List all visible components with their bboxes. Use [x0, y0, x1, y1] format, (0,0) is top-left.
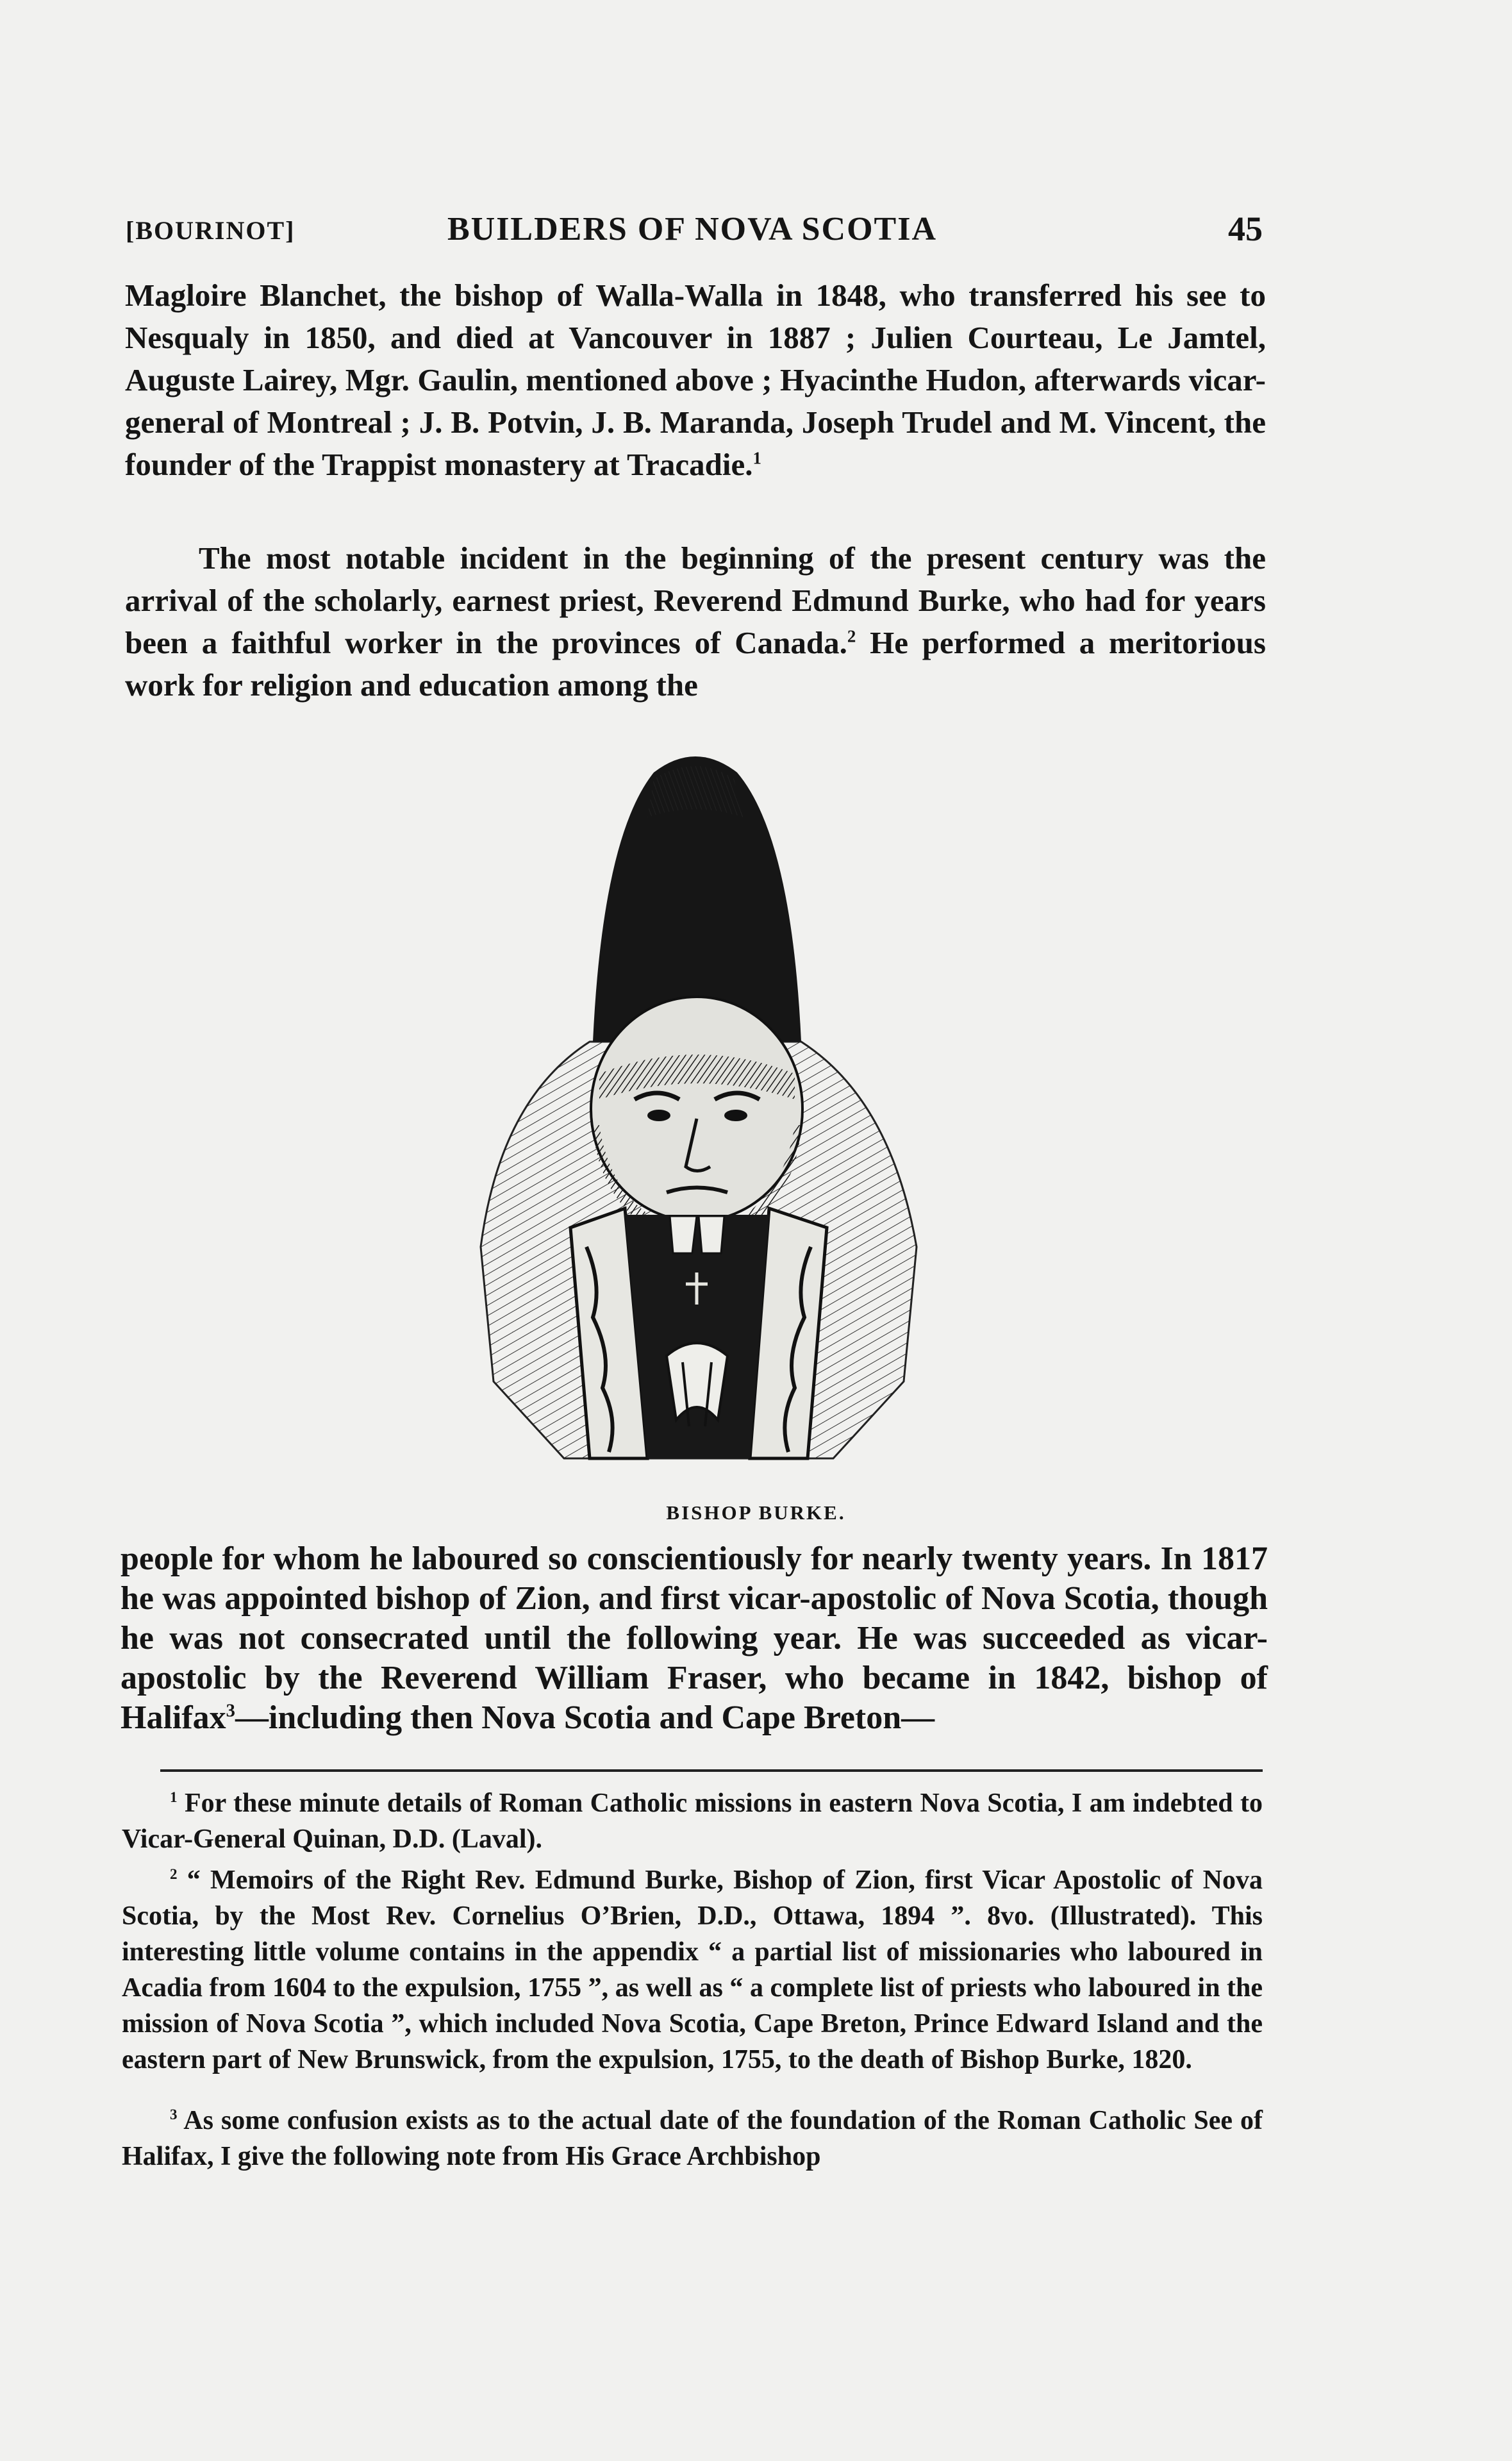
running-header: [122, 206, 1263, 251]
page-number: 45: [1228, 210, 1263, 248]
footnote-ref-2: 2: [847, 626, 856, 646]
footnote-2: [122, 1862, 1263, 2078]
paragraph-burke-career: [120, 1539, 1268, 1738]
footnote-1: [122, 1785, 1263, 1857]
running-title: BUILDERS OF NOVA SCOTIA: [447, 211, 938, 247]
footnote-text: As some confusion exists as to the actual date of the foundation of the Roman Catholic See of Halifax, I give the following note from His Grace Archbishop: [122, 2106, 1263, 2171]
footnote-text: “ Memoirs of the Right Rev. Edmund Burke, Bishop of Zion, first Vicar Apostolic of Nova Scotia, by the Most Rev. Cornelius O’Brien, D.D., Ottawa, 1894 ”. 8vo. (Illustrated). This interesting little volume contains in the appendix “ a partial list of missionaries who laboured in Acadia from 1604 to the expulsion, 1755 ”, as well as “ a complete list of priests who laboured in the mission of Nova Scotia ”, which included Nova Scotia, Cape Breton, Prince Edward Island and the eastern part of New Brunswick, from the expulsion, 1755, to the death of Bishop Burke, 1820.: [122, 1865, 1263, 2074]
footnote-3: [122, 2103, 1263, 2174]
author-tag: [BOURINOT]: [126, 216, 295, 245]
footnote-mark: 1: [170, 1789, 178, 1805]
footnote-divider: [160, 1769, 1263, 1772]
footnote-mark: 2: [170, 1865, 178, 1882]
paragraph-text: —including then Nova Scotia and Cape Breton—: [235, 1699, 935, 1736]
bishop-portrait-engraving: [442, 740, 949, 1490]
paragraph-burke-arrival: [125, 537, 1266, 706]
footnote-ref-3: 3: [226, 1701, 235, 1721]
paragraph-text: Magloire Blanchet, the bishop of Walla-Walla in 1848, who transferred his see to Nesqualy in 1850, and died at Vancouver in 1887 ; Julien Courteau, Le Jamtel, Auguste Lairey, Mgr. Gaulin, mentioned above ; Hyacinthe Hudon, afterwards vicar-general of Montreal ; J. B. Potvin, J. B. Maranda, Joseph Trudel and M. Vincent, the founder of the Trappist monastery at Tracadie.: [125, 278, 1266, 482]
footnote-ref-1: 1: [752, 448, 761, 468]
footnote-text: For these minute details of Roman Catholic missions in eastern Nova Scotia, I am indebted to Vicar-General Quinan, D.D. (Laval).: [122, 1789, 1263, 1854]
figure-caption: BISHOP BURKE.: [666, 1501, 846, 1524]
paragraph-missionaries: [125, 274, 1266, 486]
paragraph-text: He performed a meritorious work for religion and education among the: [125, 625, 1266, 703]
footnote-mark: 3: [170, 2106, 178, 2123]
paragraph-text: The most notable incident in the beginning of the present century was the arrival of the scholarly, earnest priest, Reverend Edmund Burke, who had for years been a faithful worker in the provinces of Canada.: [125, 540, 1266, 660]
paragraph-text: people for whom he laboured so conscientiously for nearly twenty years. In 1817 he was appointed bishop of Zion, and first vicar-apostolic of Nova Scotia, though he was not consecrated until the following year. He was succeeded as vicar-apostolic by the Reverend William Fraser, who became in 1842, bishop of Halifax: [120, 1540, 1268, 1736]
